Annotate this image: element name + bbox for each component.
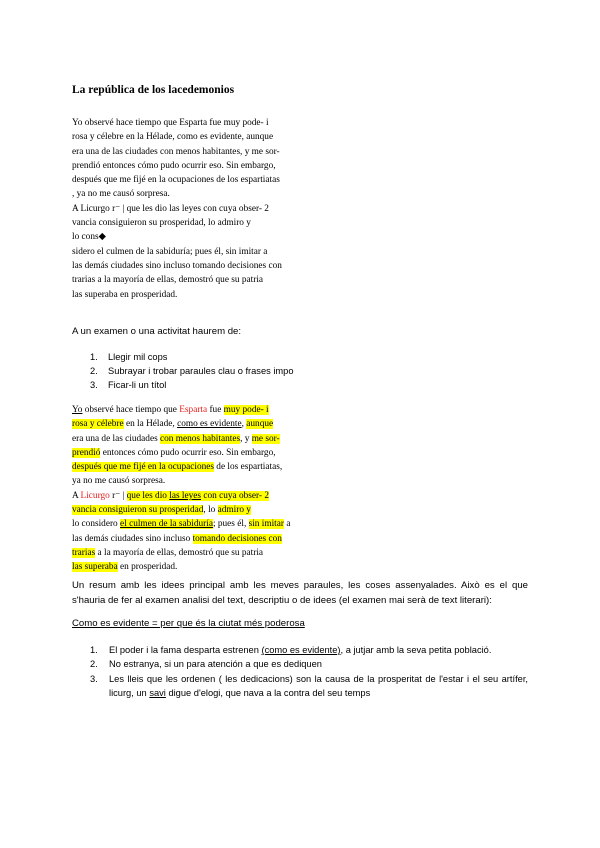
highlighted-text: tomando decisiones con [192, 533, 282, 544]
summary-paragraph: Un resum amb les idees principal amb les meves paraules, les coses assenyalades. Això es el que s'hauria de fer al examen analisi del text, descriptiu o de idees (el examen mai serà de text literari): [72, 580, 528, 606]
highlighted-text: muy pode- i [223, 405, 269, 415]
annotated-line [72, 503, 290, 517]
list-item [90, 350, 294, 364]
plain-text: observé hace tiempo que [82, 405, 180, 415]
plain-text: , [241, 419, 247, 430]
annotated-line [72, 403, 290, 417]
list-item-text: Subrayar i trobar paraules clau o frases impo [108, 366, 294, 377]
passage-line: las demás ciudades sino incluso tomando decisiones con [72, 260, 282, 271]
highlighted-text: admiro y [217, 505, 251, 516]
plain-text: ya no me causó sorpresa. [72, 476, 166, 487]
steps-list [90, 350, 294, 393]
subheading: Como es evidente = per que és la ciutat més poderosa [72, 618, 305, 629]
underlined-text: como es evidente [177, 419, 242, 430]
plain-text: lo considero [72, 519, 121, 530]
annotated-line [72, 474, 290, 488]
intro-line: A un examen o una activitat haurem de: [72, 326, 242, 337]
plain-text: , y [240, 433, 252, 444]
highlighted-text: me sor- [251, 433, 280, 444]
highlighted-text: con menos habitantes [160, 433, 241, 444]
highlighted-text: vancia consiguieron su prosperidad [72, 505, 204, 516]
plain-text: digue d'elogi, que nava a la contra del seu temps [165, 687, 371, 698]
passage-line: , ya no me causó sorpresa. [72, 189, 170, 200]
red-keyword: Licurgo [80, 490, 110, 501]
highlighted-underlined-text: las leyes [169, 490, 202, 501]
passage-line: rosa y célebre en la Hélade, como es evidente, aunque [72, 132, 274, 143]
original-passage [72, 116, 282, 302]
highlighted-underlined-text: el culmen de la sabiduría [120, 519, 213, 530]
plain-text: de los espartiatas, [213, 462, 283, 473]
annotated-line [72, 532, 290, 546]
plain-text: era una de las ciudades [72, 433, 161, 444]
list-item [90, 657, 528, 671]
highlighted-text: con cuya obser- 2 [201, 490, 269, 501]
highlighted-text: aunque [246, 419, 274, 430]
highlighted-text: sin imitar [248, 519, 284, 530]
annotated-line [72, 489, 290, 503]
underlined-word: savi [149, 687, 166, 698]
plain-text: las demás ciudades sino incluso [72, 533, 193, 544]
passage-line: trarias a la mayoría de ellas, demostró que su patria [72, 275, 264, 286]
annotated-line [72, 546, 290, 560]
passage-line: sidero el culmen de la sabiduría; pues él, sin imitar a [72, 246, 268, 257]
passage-line: era una de las ciudades con menos habitantes, y me sor- [72, 146, 280, 157]
annotated-passage [72, 403, 290, 575]
annotated-line [72, 460, 290, 474]
plain-text: ; pues él, [212, 519, 249, 530]
passage-line: prendió entonces cómo pudo ocurrir eso. Sin embargo, [72, 160, 276, 171]
highlighted-text: después que me fijé en la ocupaciones [72, 462, 214, 473]
list-item-text: Llegir mil cops [108, 352, 168, 362]
list-number: 3. [90, 673, 98, 684]
list-item-text [109, 672, 528, 701]
annotated-line [72, 517, 290, 531]
list-item-text [109, 643, 528, 657]
plain-text: El poder i la fama desparta estrenen [109, 645, 262, 655]
list-number: 2. [90, 366, 98, 377]
passage-line: vancia consiguieron su prosperidad, lo admiro y [72, 218, 251, 229]
list-item [90, 378, 294, 392]
plain-text: Les lleis que les ordenen ( les dedicacions) son la causa de la prosperitat de l'estar i el seu artífer, licurg, un [109, 673, 528, 698]
plain-text: , lo [203, 505, 218, 516]
red-keyword: Esparta [179, 405, 208, 415]
underlined-word: Yo [72, 405, 83, 415]
highlighted-text: las superaba [72, 562, 118, 573]
passage-line: las superaba en prosperidad. [72, 289, 178, 300]
passage-line: A Licurgo r⁻ | que les dio las leyes con cuya obser- 2 [72, 203, 269, 214]
document-title: La república de los lacedemonios [72, 84, 235, 96]
passage-line: después que me fijé en la ocupaciones de los espartiatas [72, 175, 280, 186]
highlighted-text: prendió [72, 447, 101, 458]
list-number: 1. [90, 645, 98, 655]
annotated-line [72, 446, 290, 460]
list-item-text: Ficar-li un títol [108, 380, 167, 391]
passage-line: lo cons◆ [72, 232, 106, 243]
list-item [90, 643, 528, 657]
passage-line: Yo observé hace tiempo que Esparta fue muy pode- i [72, 118, 269, 128]
highlighted-text: rosa y célebre [72, 419, 124, 430]
list-number: 2. [90, 659, 98, 670]
list-item [90, 364, 294, 378]
points-list [90, 643, 528, 700]
annotated-line [72, 417, 290, 431]
annotated-line [72, 432, 290, 446]
highlighted-text: que les dio [126, 490, 170, 501]
list-number: 1. [90, 352, 98, 362]
plain-text: entonces cómo pudo ocurrir eso. Sin embargo, [100, 447, 276, 458]
plain-text: en prosperidad. [117, 562, 178, 573]
plain-text: fue [207, 405, 224, 415]
underlined-text: (como es evidente) [261, 645, 341, 655]
plain-text: a la mayoría de ellas, demostró que su patria [95, 547, 264, 558]
list-item [90, 672, 528, 701]
list-number: 3. [90, 380, 98, 391]
annotated-line [72, 560, 290, 574]
plain-text: A [72, 490, 81, 501]
highlighted-text: trarias [72, 547, 96, 558]
plain-text: , a jutjar amb la seva petita població. [340, 645, 492, 655]
list-item-text: No estranya, si un para atención a que es dediquen [109, 659, 322, 670]
plain-text: a [284, 519, 291, 530]
plain-text: en la Hélade, [123, 419, 178, 430]
plain-text: r⁻ | [109, 490, 127, 501]
